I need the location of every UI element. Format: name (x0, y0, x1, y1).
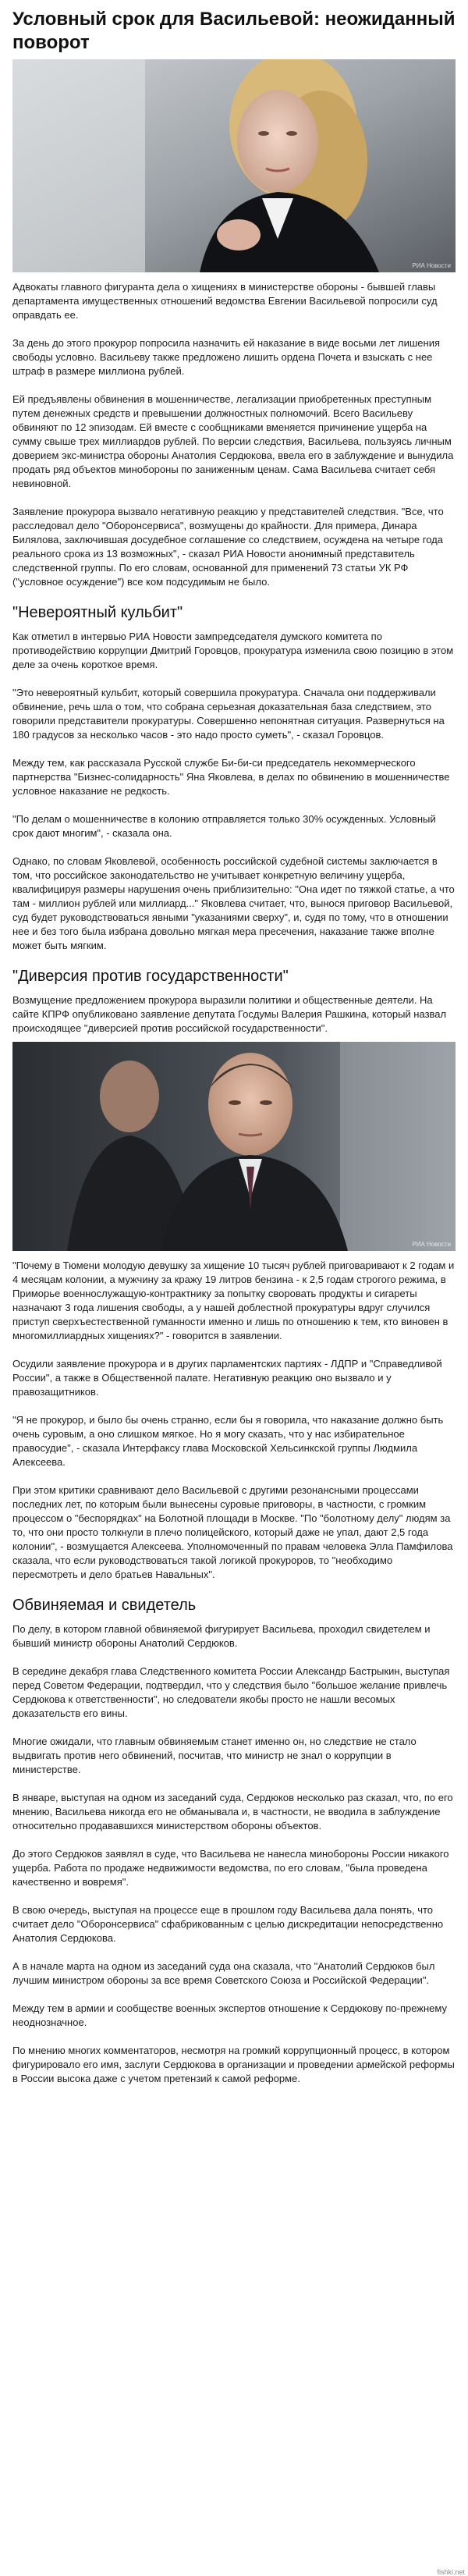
paragraph: По делу, в котором главной обвиняемой фигурирует Васильева, проходил свидетелем и бывший министр обороны Анатолий Сердюков. (12, 1623, 431, 1649)
photo-watermark: РИА Новости (412, 1241, 451, 1248)
article-title: Условный срок для Васильевой: неожиданный поворот (12, 9, 456, 53)
paragraph: Заявление прокурора вызвало негативную реакцию у представителей следствия. "Все, что расследовал дело "Оборонсервиса", возмущены до крайности. Для примера, Динара Билялова, заключившая досудебное соглашение со следствием, осуждена на четыре года реального срока из 13 возможных", - сказал РИА Новости анонимный представитель следственной группы. По его словам, основанной для применений 73 статьи УК РФ ("условное осуждение") все ком подсудимым не было. (12, 506, 444, 588)
article-body-continued (0, 1251, 468, 2086)
paragraph: Многие ожидали, что главным обвиняемым станет именно он, но следствие не стало выдвигать против него обвинений, посчитав, что министр не знал о коррупции в министерстве. (12, 1736, 417, 1775)
section-heading-diversiya: "Диверсия против государственности" (12, 968, 289, 985)
paragraph: А в начале марта на одном из заседаний суда она сказала, что "Анатолий Сердюков был лучшим министром обороны за все время Советского Союза и Российской Федерации". (12, 1960, 435, 1986)
article-photo-serdyukov (12, 1042, 456, 1251)
section-heading-obvinyaemaya: Обвиняемая и свидетель (12, 1597, 197, 1614)
photo-serdyukov-image (12, 1042, 456, 1251)
paragraph: Между тем в армии и сообществе военных экспертов отношение к Сердюкову по-прежнему неоднозначное. (12, 2002, 447, 2028)
paragraph: Ей предъявлены обвинения в мошенничестве, легализации приобретенных преступным путем денежных средств и превышении должностных полномочий. Всего Васильеву обвиняют по 12 эпизодам. Ей вместе с сообщниками вменяется причинение ущерба на сумму свыше трех миллиардов рублей. По версии следствия, Васильева, пользуясь личным доверием экс-министра обороны Анатолия Сердюкова, ввела его в заблуждение и вынудила продать ряд объектов минобороны по заниженным ценам. Сама Васильева считает себя невиновной. (12, 393, 454, 489)
article-photo-vasilyeva (12, 59, 456, 272)
paragraph: "Почему в Тюмени молодую девушку за хищение 10 тысяч рублей приговаривают к 2 годам и 4 месяцам колонии, а мужчину за кражу 19 литров бензина - к 2,5 годам строгого режима, в Приморье военнослужащую-контрактнику за попытку своровать продукты и сигареты назначают 3 года лишения свободы, а у нашей доблестной прокуратуры вдруг случился приступ сверхъестественной гуманности именно и лишь по отношению к тем, кто виновен в многомиллиардных хищениях?" - говорится в заявлении. (12, 1260, 455, 1341)
paragraph: За день до этого прокурор попросила назначить ей наказание в виде восьми лет лишения свободы условно. Васильеву также предложено лишить ордена Почета и взыскать с нее штраф в размере миллиона рублей. (12, 337, 441, 377)
paragraph: По мнению многих комментаторов, несмотря на громкий коррупционный процесс, в котором фигурировало его имя, заслуги Сердюкова в организации и проведении армейской реформы в России высока даже с учетом претензий к самой реформе. (12, 2045, 455, 2084)
paragraph: "Это невероятный кульбит, который совершила прокуратура. Сначала они поддерживали обвинение, речь шла о том, что собрана серьезная доказательная база следствием, это говорили представители прокуратуры. Совершенно непонятная ситуация. Развернуться на 180 градусов за несколько часов - это надо просто суметь", - сказал Горовцов. (12, 687, 445, 741)
paragraph: В середине декабря глава Следственного комитета России Александр Бастрыкин, выступая перед Советом Федерации, подтвердил, что у следствия было "большое желание привлечь Сердюкова к ответственности", но следователи якобы просто не нашли весомых доказательств его вины. (12, 1665, 450, 1719)
photo-vasilyeva-image (12, 59, 456, 272)
paragraph: Между тем, как рассказала Русской службе Би-би-си председатель некоммерческого партнерства "Бизнес-солидарность" Яна Яковлева, в делах по обвинению в мошенничестве условное наказание не редкость. (12, 757, 450, 797)
article-body (0, 272, 468, 1036)
photo-watermark: РИА Новости (412, 262, 451, 269)
paragraph: При этом критики сравнивают дело Васильевой с другими резонансными процессами последних лет, по которым были вынесены суровые приговоры, в частности, с громким процессом о "беспорядках" на Болотной площади в Москве. "По "болотному делу" людям за то, что они просто толкнули в плечо полицейского, который даже не упал, дают 2,5 года колонии", - возмущается Алексеева. Уполномоченный по правам человека Элла Памфилова сказала, что если руководствоваться такой логикой прокуроров, то "необходимо пересмотреть и дело братьев Навальных". (12, 1484, 453, 1580)
paragraph: "Я не прокурор, и было бы очень странно, если бы я говорила, что наказание должно быть очень суровым, а оно слишком мягкое. Но я могу сказать, что у нас избирательное правосудие", - сказала Интерфаксу глава Московской Хельсинкской группы Людмила Алексеева. (12, 1414, 444, 1468)
site-brand: fishki.net (437, 2568, 465, 2576)
paragraph: "По делам о мошенничестве в колонию отправляется только 30% осужденных. Условный срок дают многим", - сказала она. (12, 813, 436, 839)
paragraph: Осудили заявление прокурора и в других парламентских партиях - ЛДПР и "Справедливой России", а также в Общественной палате. Негативную реакцию оно вызвало и у правозащитников. (12, 1358, 442, 1398)
section-heading-kulbit: "Невероятный кульбит" (12, 604, 183, 621)
paragraph: Как отметил в интервью РИА Новости зампредседателя думского комитета по противодействию коррупции Дмитрий Горовцов, прокуратура изменила свою позицию в этом деле за очень короткое время. (12, 631, 454, 670)
paragraph: Однако, по словам Яковлевой, особенность российской судебной системы заключается в том, что российское законодательство не учитывает конкретную величину ущерба, квалифицируя размеры нарушения очень приблизительно: "Она идет по тяжкой статье, а что там - миллион рублей или миллиард..." Яковлева считает, что, вынося приговор Васильевой, суд будет руководствоваться явными "указаниями сверху", и, судя по тому, что в отношении нее и без того была избрана довольно мягкая мера пресечения, наказание также вполне может быть мягким. (12, 855, 455, 951)
paragraph: До этого Сердюков заявлял в суде, что Васильева не нанесла минобороны России никакого ущерба. Работа по продаже недвижимости ведомства, по его словам, "была проведена качественно и вовремя". (12, 1848, 449, 1888)
paragraph: Адвокаты главного фигуранта дела о хищениях в министерстве обороны - бывшей главы департамента имущественных отношений ведомства Евгении Васильевой попросили суд оправдать ее. (12, 281, 438, 321)
paragraph: В январе, выступая на одном из заседаний суда, Сердюков несколько раз сказал, что, по его мнению, Васильева никогда его не обманывала и, в частности, не вводила в заблуждение относительно продававшихся министерством обороны объектов. (12, 1792, 453, 1832)
paragraph: В свою очередь, выступая на процессе еще в прошлом году Васильева дала понять, что считает дело "Оборонсервиса" сфабрикованным с целью дискредитации непосредственно Анатолия Сердюкова. (12, 1904, 444, 1944)
paragraph: Возмущение предложением прокурора выразили политики и общественные деятели. На сайте КПРФ опубликовано заявление депутата Госдумы Валерия Рашкина, который назвал происходящее "диверсией против российской государственности". (12, 994, 447, 1034)
